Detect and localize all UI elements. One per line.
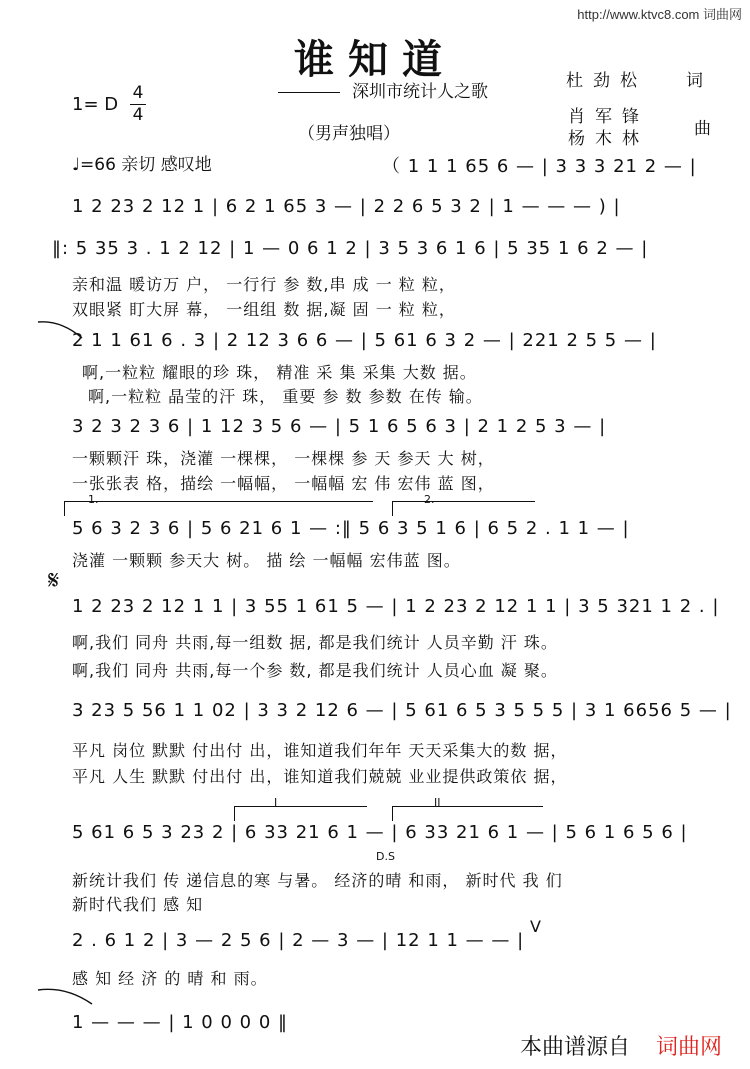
composer-credit-2: 杨木林 [568, 129, 649, 149]
notation-row-8: 3 23 5 56 1 1 02 | 3 3 2 12 6 — | 5 61 6 5 3 5 5 5 | 3 1 6656 5 — | [72, 700, 732, 721]
notation-row-10: 2 . 6 1 2 | 3 — 2 5 6 | 2 — 3 — | 12 1 1 — — | [72, 930, 525, 951]
lyric-row-7-verse-2: 啊,我们 同舟 共雨,每一个参 数, 都是我们统计 人员心血 凝 聚。 [72, 661, 558, 680]
time-top: 4 [132, 83, 144, 103]
breath-mark: V [530, 917, 541, 936]
voice-type: （男声独唱） [298, 124, 400, 144]
key-signature: 1= D [72, 94, 119, 115]
composer-credit-1: 肖军锋 [568, 107, 649, 127]
watermark-source-text: 本曲谱源自 [520, 1034, 631, 1059]
tempo-marking: ♩=66 亲切 感叹地 [72, 155, 212, 175]
lyric-row-8-verse-2: 平凡 人生 默默 付出付 出，谁知道我们兢兢 业业提供政策依 据， [72, 767, 568, 786]
volta-label-4: II [434, 796, 441, 809]
subtitle-text: 深圳市统计人之歌 [352, 82, 488, 102]
time-bottom: 4 [132, 105, 144, 125]
dal-segno-mark: D.S [376, 850, 395, 863]
lyricist-role: 词 [686, 71, 713, 91]
subtitle-dash [278, 92, 340, 93]
volta-label-1: 1. [88, 493, 99, 506]
lyric-row-3-verse-1: 亲和温 暖访万 户， 一行行 参 数,串 成 一 粒 粒， [72, 275, 456, 294]
lyric-row-7-verse-1: 啊,我们 同舟 共雨,每一组数 据, 都是我们统计 人员辛勤 汗 珠。 [72, 633, 558, 652]
fermata-arc [36, 986, 96, 1008]
watermark-site-name[interactable]: 词曲网 [656, 1034, 723, 1059]
lyric-row-4-verse-2: 啊,一粒粒 晶莹的汗 珠， 重要 参 数 参数 在传 输。 [88, 387, 483, 406]
notation-row-4: 2 1 1 61 6 . 3 | 2 12 3 6 6 — | 5 61 6 3 2 — | 221 2 5 5 — | [72, 330, 657, 351]
site-url[interactable]: http://www.ktvc8.com 词曲网 [577, 7, 742, 22]
lyric-row-6: 浇灌 一颗颗 参天大 树。 描 绘 一幅幅 宏伟蓝 图。 [72, 551, 461, 570]
notation-row-11: 1 — — — | 1 0 0 0 0 ‖ [72, 1012, 288, 1033]
segno-sign: 𝄋 [48, 566, 60, 596]
volta-label-2: 2. [424, 493, 435, 506]
lyric-row-5-verse-2: 一张张表 格，描绘 一幅幅， 一幅幅 宏 伟 宏伟 蓝 图， [72, 474, 495, 493]
composer-role: 曲 [694, 119, 721, 139]
lyricist-credit: 杜劲松 [566, 71, 647, 91]
lyric-row-8-verse-1: 平凡 岗位 默默 付出付 出，谁知道我们年年 天天采集大的数 据， [72, 741, 568, 760]
lyric-row-4-verse-1: 啊,一粒粒 耀眼的珍 珠， 精准 采 集 采集 大数 据。 [82, 363, 477, 382]
notation-row-1: （ 1 1 1 65 6 — | 3 3 3 21 2 — | [382, 156, 697, 177]
volta-label-3: I [274, 796, 278, 809]
notation-row-5: 3 2 3 2 3 6 | 1 12 3 5 6 — | 5 1 6 5 6 3 | 2 1 2 5 3 — | [72, 416, 607, 437]
volta-bracket-3 [234, 806, 367, 821]
notation-row-6: 5 6 3 2 3 6 | 5 6 21 6 1 — :‖ 5 6 3 5 1 6 | 6 5 2 . 1 1 — | [72, 518, 630, 539]
volta-bracket-2 [392, 501, 535, 516]
song-subtitle [278, 77, 488, 102]
lyric-row-10: 感 知 经 济 的 晴 和 雨。 [72, 969, 268, 988]
lyric-row-5-verse-1: 一颗颗汗 珠，浇灌 一棵棵， 一棵棵 参 天 参天 大 树， [72, 449, 495, 468]
lyric-row-3-verse-2: 双眼紧 盯大屏 幕， 一组组 数 据,凝 固 一 粒 粒， [72, 300, 456, 319]
lyric-row-9-verse-1: 新统计我们 传 递信息的寒 与暑。 经济的晴 和雨， 新时代 我 们 [72, 871, 563, 890]
notation-row-3: ‖: 5 35 3 . 1 2 12 | 1 — 0 6 1 2 | 3 5 3 6 1 6 | 5 35 1 6 2 — | [52, 238, 649, 259]
song-title: 谁知道 [294, 36, 456, 83]
notation-row-7: 1 2 23 2 12 1 1 | 3 55 1 61 5 — | 1 2 23 2 12 1 1 | 3 5 321 1 2 . | [72, 596, 720, 617]
volta-bracket-1 [64, 501, 373, 516]
volta-bracket-4 [392, 806, 543, 821]
time-signature [130, 84, 146, 125]
lyric-row-9-verse-2: 新时代我们 感 知 [72, 895, 204, 914]
notation-row-2: 1 2 23 2 12 1 | 6 2 1 65 3 — | 2 2 6 5 3 2 | 1 — — — ) | [72, 196, 621, 217]
notation-row-9: 5 61 6 5 3 23 2 | 6 33 21 6 1 — | 6 33 21 6 1 — | 5 6 1 6 5 6 | [72, 822, 688, 843]
